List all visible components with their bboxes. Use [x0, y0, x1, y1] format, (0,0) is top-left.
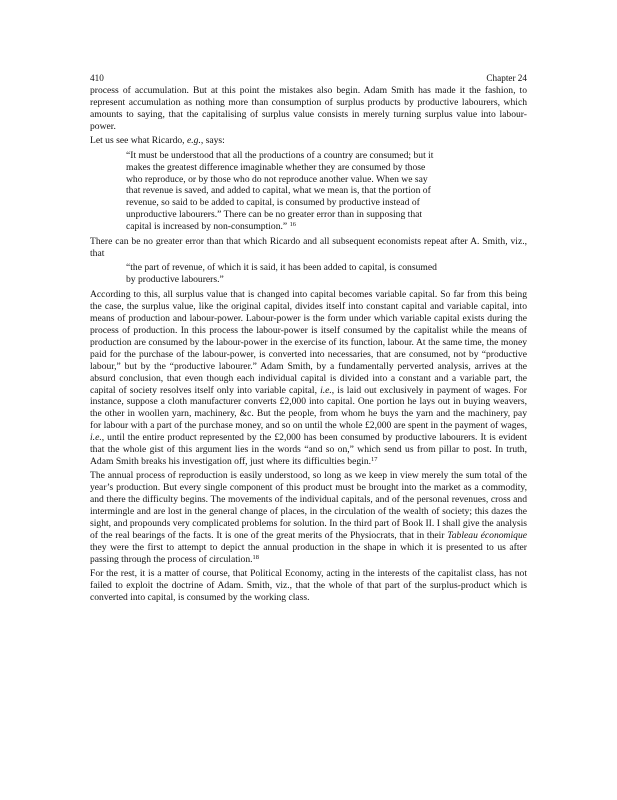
- quote-line: capital is increased by non-consumption.”: [126, 221, 288, 233]
- paragraph-4-text-b: , is laid out exclusively in payment of wages. For instance, suppose a cloth manufacturer converts £2,000 into capital. One portion he lays out in buying weavers, the other in woollen yarn, machinery, &c. But the people, from whom he buys the yarn and the machinery, pay for labour with a part of the purchase money, and so on until the whole £2,000 are spent in the payment of wages,: [90, 384, 527, 432]
- paragraph-2-text-b: , says:: [200, 135, 225, 147]
- eg-abbrev: e.g.: [186, 135, 201, 147]
- tableau-economique: Tableau économique: [447, 530, 528, 541]
- quote-line: “the part of revenue, of which it is said, it has been added to capital, is consumed: [126, 262, 437, 274]
- quote-line: unproductive labourers.” There can be no greater error than in supposing that: [126, 209, 423, 221]
- paragraph-5-text-a: The annual process of reproduction is easily understood, so long as we keep in view merely the sum total of the year’s production. But every single component of this product must be brought into the market as a commodity, and there the difficulty begins. The movements of the individual capitals, and of the personal revenues, cross and intermingle and are lost in the general change of places, in the circulation of the wealth of society; this dazes the sight, and propounds very complicated problems for solution. In the third part of Book II. I shall give the analysis of the real bearings of the facts. It is one of the great merits of the Physiocrats, that in their: [90, 470, 527, 541]
- quote-line: revenue, so said to be added to capital, is consumed by productive instead of: [126, 197, 420, 209]
- paragraph-2: [90, 135, 527, 147]
- quote-line: “It must be understood that all the productions of a country are consumed; but it: [126, 149, 434, 161]
- footnote-ref-18[interactable]: 18: [252, 553, 259, 561]
- chapter-title: Chapter 24: [486, 73, 527, 83]
- quote-line: by productive labourers.”: [126, 274, 224, 286]
- ie-abbrev: i.e.: [90, 432, 102, 444]
- page-number: 410: [90, 73, 104, 83]
- smith-quote: [126, 262, 476, 286]
- paragraph-5: [90, 470, 527, 565]
- running-header: [90, 72, 527, 84]
- paragraph-2-text-a: Let us see what Ricardo,: [90, 135, 187, 147]
- paragraph-1: process of accumulation. But at this point the mistakes also begin. Adam Smith has made it the fashion, to represent accumulation as nothing more than consumption of surplus products by productive labourers, which amounts to saying, that the capitalising of surplus value consists in merely turning surplus value into labour-power.: [90, 85, 527, 132]
- body-text: [90, 85, 527, 607]
- footnote-ref-16[interactable]: 16: [289, 221, 296, 229]
- quote-line: who reproduce, or by those who do not reproduce another value. When we say: [126, 173, 428, 185]
- footnote-ref-17[interactable]: 17: [371, 455, 378, 463]
- ricardo-quote: [126, 150, 476, 233]
- quote-line: makes the greatest difference imaginable whether they are consumed by those: [126, 161, 426, 173]
- quote-line-last: [126, 221, 476, 233]
- quote-line: that revenue is saved, and added to capital, what we mean is, that the portion of: [126, 185, 431, 197]
- paragraph-5-text-b: they were the first to attempt to depict the annual production in the shape in which it is presented to us after passing through the process of circulation.: [90, 541, 527, 565]
- paragraph-3: There can be no greater error than that which Ricardo and all subsequent economists repeat after A. Smith, viz., that: [90, 236, 527, 259]
- paragraph-4-text-a: According to this, all surplus value that is changed into capital becomes variable capital. So far from this being the case, the surplus value, like the original capital, divides itself into constant capital and variable capital, into means of production and labour-power. Labour-power is the form under which variable capital exists during the process of production. In this process the labour-power is itself consumed by the capitalist while the means of production are consumed by the labour-power in the exercise of its function, labour. At the same time, the money paid for the purchase of the labour-power, is converted into necessaries, that are consumed, not by “productive labour,” but by the “productive labourer.” Adam Smith, by a fundamentally perverted analysis, arrives at the absurd conclusion, that even though each individual capital is divided into a constant and a variable part, the capital of society resolves itself only into variable capital,: [90, 289, 527, 396]
- paragraph-4: [90, 289, 527, 468]
- paragraph-4-text-c: , until the entire product represented by the £2,000 has been consumed by productive labourers. It is evident that the whole gist of this argument lies in the words “and so on,” which send us from pillar to post. In truth, Adam Smith breaks his investigation off, just where its difficulties begin.: [90, 432, 527, 467]
- paragraph-6: For the rest, it is a matter of course, that Political Economy, acting in the interests of the capitalist class, has not failed to exploit the doctrine of Adam. Smith, viz., that the whole of that part of the surplus-product which is converted into capital, is consumed by the working class.: [90, 568, 527, 604]
- ie-abbrev: i.e.: [320, 384, 332, 396]
